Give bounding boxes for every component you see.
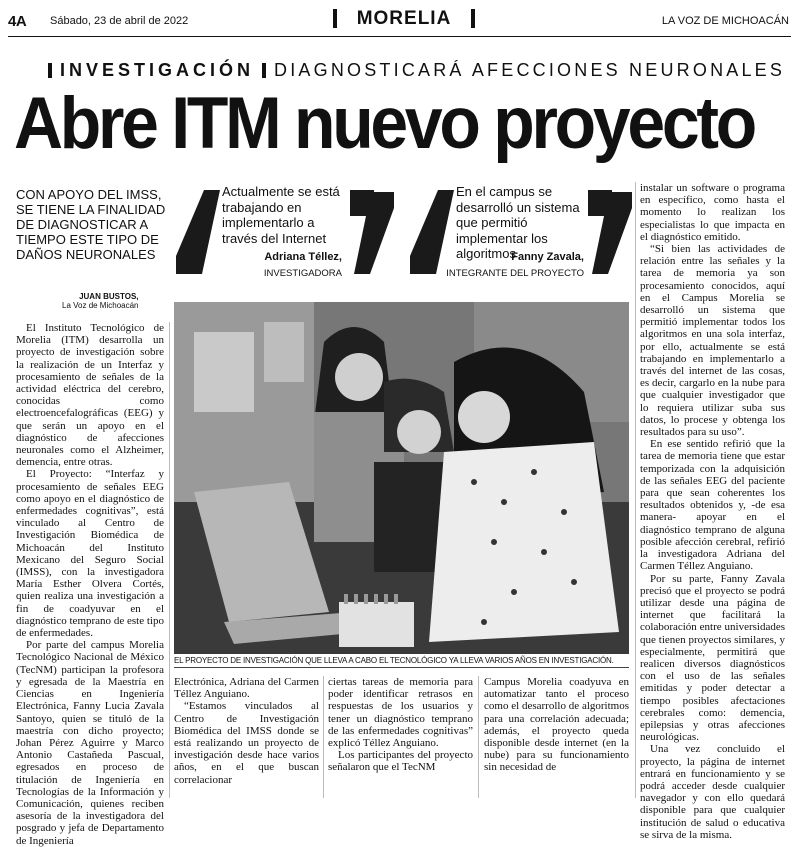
paragraph: “Si bien las actividades de relación entre las señales y la tarea de memoria ya son procesamiento conocidos, aquí en el Campus Morelia se desarrolló un sistema que permitió implementar todos los algoritmos en una sola interfaz, por ello, actualmente se está trabajando en implementarlo a través del internet de las cosas, es decir, cargarlo en la nube para que cualquier investigador que lo requiera utilizar suba sus datos, lo procese y obtenga los resultados para su uso”. (640, 243, 785, 439)
photo-caption: EL PROYECTO DE INVESTIGACIÓN QUE LLEVA A CABO EL TECNOLÓGICO YA LLEVA VARIOS AÑOS EN INVESTIGACIÓN. (174, 656, 614, 665)
body-column-5 (640, 182, 785, 841)
paragraph: En ese sentido refirió que la tarea de memoria tiene que estar temporizada con la adquisición de las señales EEG del paciente para que sean coherentes los resultados obtenidos y, -de esa manera- apoyar en el diagnóstico temprano de alguna posible afección cerebral, refirió la investigadora Adriana del Carmen Téllez Anguiano. (640, 438, 785, 573)
lab-scene-illustration (174, 302, 629, 654)
open-quote-icon (406, 186, 456, 278)
column-rule (478, 676, 479, 798)
paragraph: instalar un software o programa en específico, como hasta el momento lo realizan los especialistas lo que impacta en el diagnóstico emitido. (640, 182, 785, 243)
column-rule (169, 322, 170, 798)
body-column-4 (484, 676, 629, 774)
kicker-text: DIAGNOSTICARÁ AFECCIONES NEURONALES (274, 60, 786, 80)
section-bar-right (471, 9, 475, 28)
byline-outlet: La Voz de Michoacán (62, 301, 139, 310)
paragraph: Campus Morelia coadyuva en automatizar tanto el proceso como el desarrollo de algoritmos para una correlación adecuada; además, el proyecto queda disponible desde internet (en la nube) para su funcionamiento sin necesidad de (484, 676, 629, 774)
pull-quote-text: En el campus se desarrolló un sistema que permitió implementar los algoritmos (456, 184, 580, 261)
paragraph: Por parte del campus Morelia Tecnológico Nacional de México (TecNM) participan la profesora y egresada de la Maestría en Ciencias en Ingeniería Electrónica, Fanny Lucia Zavala Santoyo, quien se tituló de la maestría con dicho proyecto; Johan Pérez Aguirre y Marco Antonio Castañeda Pascual, egresados en proceso de titulación de Ingeniería en Tecnologías de la Información y Comunicación, quienes reciben asesoría de la investigadora del posgrado y jefa de Departamento de Ingeniería (16, 639, 164, 847)
open-quote-icon (172, 186, 222, 278)
paragraph: Por su parte, Fanny Zavala precisó que el proyecto se podrá utilizar desde una página de internet que facilitará la colaboración entre universidades que tienen proyectos similares, y especialmente, permitirá que realicen diversos diagnósticos con el uso de las señales emitidas y poder detectar a tiempo posibles afectaciones cerebrales como: demencia, epilepsias y otras afecciones neurológicas. (640, 572, 785, 744)
page-header (0, 0, 799, 40)
paragraph: El Proyecto: “Interfaz y procesamiento de señales EEG como apoyo en el diagnóstico de enfermedades cognitivas”, está vinculado al Centro de Investigación Biomédica de Michoacán del Instituto Mexicano del Seguro Social (IMSS), con la investigadora María Esther Olvera Cortés, quien realiza una investigación a fin de coadyuvar en el diagnóstico temprano de este tipo de enfermedades. (16, 468, 164, 640)
paragraph: Electrónica, Adriana del Carmen Téllez Anguiano. (174, 676, 319, 701)
header-rule (8, 36, 791, 37)
issue-date: Sábado, 23 de abril de 2022 (50, 15, 189, 27)
byline (62, 292, 139, 310)
kicker-block (262, 63, 266, 78)
column-rule (635, 182, 636, 798)
pull-quote-role: INTEGRANTE DEL PROYECTO (446, 268, 584, 279)
page-number: 4A (8, 13, 27, 30)
paragraph: “Estamos vinculados al Centro de Investigación Biomédica del IMSS donde se está realizando un proyecto de investigación desde hace varios años, en el que buscan correlacionar (174, 700, 319, 786)
close-quote-icon (584, 186, 638, 278)
headline: Abre ITM nuevo proyecto (14, 83, 754, 164)
section-bar-left (333, 9, 337, 28)
subhead: CON APOYO DEL IMSS, SE TIENE LA FINALIDAD DE DIAGNOSTICAR A TIEMPO ESTE TIPO DE DAÑOS NEURONALES (16, 187, 166, 262)
body-column-3 (328, 676, 473, 774)
pull-quote-role: INVESTIGADORA (263, 268, 342, 279)
column-rule (323, 676, 324, 798)
paragraph: Una vez concluido el proyecto, la página de internet entrará en funcionamiento y se podrá acceder desde cualquier navegador y con ello quedará disponible para que cualquier institución de salud o educativa se sirva de la misma. (640, 743, 785, 841)
pull-quote-author: Adriana Téllez, (264, 251, 342, 263)
body-column-2 (174, 676, 319, 786)
paragraph: ciertas tareas de memoria para poder identificar retrasos en respuestas de los usuarios y tener un diagnóstico temprano de las enfermedades cognitivas” explicó Téllez Anguiano. (328, 676, 473, 750)
section-label (333, 8, 475, 30)
kicker-block (48, 63, 52, 78)
byline-name: JUAN BUSTOS, (79, 292, 139, 301)
section-name: MORELIA (356, 8, 452, 29)
pull-quote-author: Fanny Zavala, (511, 251, 584, 263)
paragraph: El Instituto Tecnológico de Morelia (ITM) desarrolla un proyecto de investigación sobre la realización de un Interfaz y procesamiento de señales de la actividad eléctrica del cerebro, conocidas como electroencefalográficas (EEG) y que serán un apoyo en el diagnóstico de afecciones neuronales como el Alzheimer, demencia, entre otras. (16, 322, 164, 469)
kicker-label: INVESTIGACIÓN (60, 60, 255, 80)
caption-rule (174, 667, 629, 668)
pull-quote-text: Actualmente se está trabajando en implementarlo a través del Internet (222, 184, 340, 246)
newspaper-name: LA VOZ DE MICHOACÁN (661, 15, 789, 27)
body-column-1 (16, 322, 164, 847)
article-photo (174, 302, 629, 654)
kicker (48, 60, 785, 81)
paragraph: Los participantes del proyecto señalaron que el TecNM (328, 749, 473, 774)
close-quote-icon (346, 186, 400, 278)
